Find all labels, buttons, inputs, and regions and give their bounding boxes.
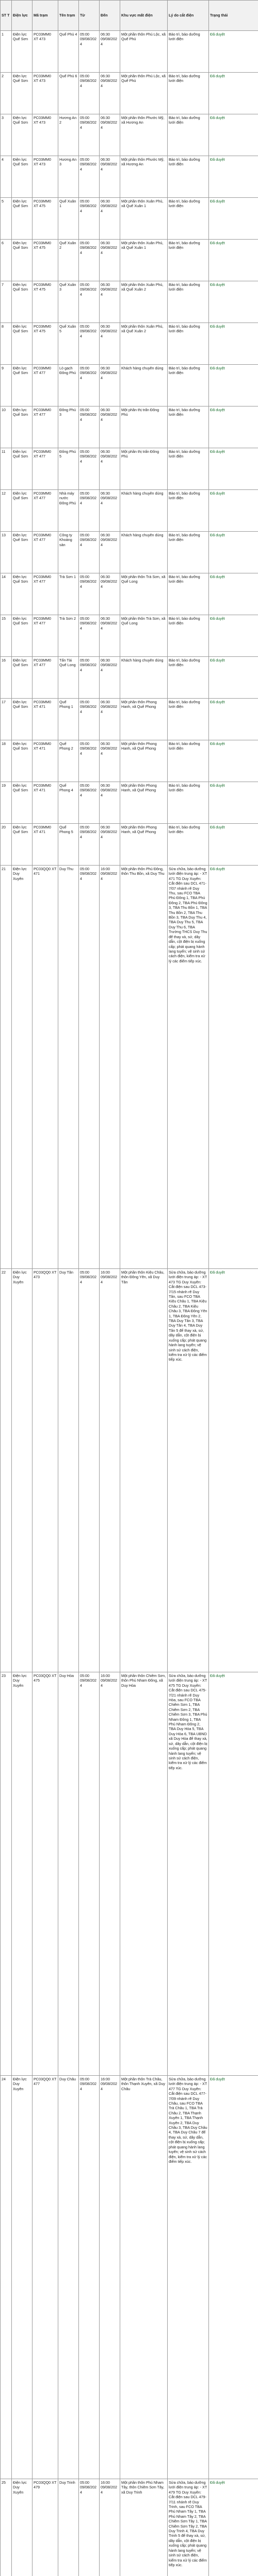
table-row xyxy=(1,2479,258,2576)
cell-tu: 05:00 09/08/2024 xyxy=(79,490,100,532)
cell-stt: 25 xyxy=(1,2479,12,2576)
cell-dien-luc: Điện lực Quế Sơn xyxy=(12,448,33,490)
cell-stt: 11 xyxy=(1,448,12,490)
table-row xyxy=(1,156,258,198)
table-row xyxy=(1,699,258,740)
cell-den: 06:30 09/08/2024 xyxy=(100,281,120,323)
cell-den: 06:30 09/08/2024 xyxy=(100,31,120,73)
header-ly-do: Lý do cắt điện xyxy=(168,1,209,31)
cell-trang-thai: Đã duyệt xyxy=(209,573,258,615)
cell-ten-tram: Quế Phong 1 xyxy=(58,699,79,740)
cell-den: 06:30 09/08/2024 xyxy=(100,740,120,782)
cell-ten-tram: Duy Châu xyxy=(58,2076,79,2479)
cell-den: 06:30 09/08/2024 xyxy=(100,198,120,240)
cell-ten-tram: Trà Sơn 2 xyxy=(58,615,79,657)
cell-trang-thai: Đã duyệt xyxy=(209,114,258,156)
table-row xyxy=(1,866,258,1269)
cell-khu-vuc: Một phần thị trấn Đông Phú xyxy=(120,406,168,448)
table-row xyxy=(1,240,258,281)
cell-den: 06:30 09/08/2024 xyxy=(100,657,120,699)
cell-khu-vuc: Một phần thôn Phong Hanh, xã Quế Phong xyxy=(120,699,168,740)
cell-tu: 05:00 09/08/2024 xyxy=(79,31,100,73)
cell-ten-tram: Công ty Khoáng sản xyxy=(58,532,79,573)
cell-tu: 05:00 09/08/2024 xyxy=(79,114,100,156)
cell-ma-tram: PC03MM0 XT 477 xyxy=(33,448,58,490)
cell-ma-tram: PC03MM0 XT 473 xyxy=(33,156,58,198)
cell-ma-tram: PC03MM0 XT 475 xyxy=(33,281,58,323)
table-row xyxy=(1,31,258,73)
cell-ly-do: Bảo trì, bảo dưỡng lưới điện xyxy=(168,365,209,406)
cell-ma-tram: PC03QQ0 XT 479 xyxy=(33,2479,58,2576)
cell-ma-tram: PC03MM0 XT 473 xyxy=(33,114,58,156)
cell-ma-tram: PC03MM0 XT 477 xyxy=(33,406,58,448)
cell-trang-thai: Đã duyệt xyxy=(209,1672,258,2076)
cell-tu: 05:00 09/08/2024 xyxy=(79,240,100,281)
cell-den: 06:30 09/08/2024 xyxy=(100,406,120,448)
cell-dien-luc: Điện lực Quế Sơn xyxy=(12,406,33,448)
cell-ma-tram: PC03MM0 XT 475 xyxy=(33,323,58,365)
cell-dien-luc: Điện lực Duy Xuyên xyxy=(12,2479,33,2576)
cell-khu-vuc: Một phần thôn Phước Mỹ, xã Hương An xyxy=(120,114,168,156)
cell-dien-luc: Điện lực Duy Xuyên xyxy=(12,2076,33,2479)
cell-trang-thai: Đã duyệt xyxy=(209,490,258,532)
cell-ma-tram: PC03MM0 XT 471 xyxy=(33,824,58,866)
cell-tu: 05:00 09/08/2024 xyxy=(79,448,100,490)
header-tu: Từ xyxy=(79,1,100,31)
cell-trang-thai: Đã duyệt xyxy=(209,31,258,73)
cell-ly-do: Bảo trì, bảo dưỡng lưới điện xyxy=(168,156,209,198)
cell-khu-vuc: Một phần thôn Trà Sơn, xã Quế Long xyxy=(120,573,168,615)
cell-khu-vuc: Một phần thôn Xuân Phú, xã Quế Xuân 1 xyxy=(120,198,168,240)
cell-ly-do: Sửa chữa, bảo dưỡng lưới điện trung áp: - XT 475 TG Duy Xuyên: Cắt điện sau DCL 475-7/21 nhánh rẽ Duy Hòa, sau FCO TBA Chiêm Sơn 1, TBA Chiêm Sơn 2, TBA Chiêm Sơn 3, TBA Phú Nham Đông 1, TBA Phú Nham Đông 2, TBA Duy Hòa 5, TBA Duy Hòa 6, TBA UBND xã Duy Hòa để thay xà, sứ, dây dẫn, cột điện bị xuống cấp; phát quang hành lang tuyến; vệ sinh sứ cách điện, kiểm tra xử lý các điểm tiếp xúc. xyxy=(168,1672,209,2076)
cell-den: 16:00 09/08/2024 xyxy=(100,866,120,1269)
cell-khu-vuc: Một phần thôn Xuân Phú, xã Quế Xuân 2 xyxy=(120,281,168,323)
table-row xyxy=(1,615,258,657)
cell-tu: 05:00 09/08/2024 xyxy=(79,699,100,740)
cell-tu: 05:00 09/08/2024 xyxy=(79,866,100,1269)
cell-den: 06:30 09/08/2024 xyxy=(100,782,120,824)
cell-ten-tram: Duy Trinh xyxy=(58,2479,79,2576)
cell-trang-thai: Đã duyệt xyxy=(209,73,258,114)
cell-ly-do: Bảo trì, bảo dưỡng lưới điện xyxy=(168,323,209,365)
cell-ten-tram: Duy Tân xyxy=(58,1269,79,1672)
cell-ly-do: Bảo trì, bảo dưỡng lưới điện xyxy=(168,198,209,240)
cell-dien-luc: Điện lực Quế Sơn xyxy=(12,699,33,740)
table-header xyxy=(1,1,258,31)
cell-ma-tram: PC03QQ0 XT 477 xyxy=(33,2076,58,2479)
cell-trang-thai: Đã duyệt xyxy=(209,740,258,782)
cell-khu-vuc: Một phần thôn Phú Lộc, xã Quế Phú xyxy=(120,31,168,73)
cell-ly-do: Bảo trì, bảo dưỡng lưới điện xyxy=(168,657,209,699)
cell-den: 16:00 09/08/2024 xyxy=(100,1672,120,2076)
cell-ly-do: Bảo trì, bảo dưỡng lưới điện xyxy=(168,490,209,532)
cell-ten-tram: Hương An 3 xyxy=(58,156,79,198)
table-row xyxy=(1,365,258,406)
header-dien-luc: Điện lực xyxy=(12,1,33,31)
cell-ly-do: Bảo trì, bảo dưỡng lưới điện xyxy=(168,73,209,114)
cell-dien-luc: Điện lực Quế Sơn xyxy=(12,156,33,198)
cell-trang-thai: Đã duyệt xyxy=(209,2479,258,2576)
cell-ma-tram: PC03MM0 XT 477 xyxy=(33,573,58,615)
cell-khu-vuc: Một phần thôn Trà Sơn, xã Quế Long xyxy=(120,615,168,657)
cell-trang-thai: Đã duyệt xyxy=(209,1269,258,1672)
cell-den: 06:30 09/08/2024 xyxy=(100,156,120,198)
cell-ten-tram: Quế Phong 4 xyxy=(58,782,79,824)
cell-ly-do: Bảo trì, bảo dưỡng lưới điện xyxy=(168,532,209,573)
cell-dien-luc: Điện lực Quế Sơn xyxy=(12,532,33,573)
cell-trang-thai: Đã duyệt xyxy=(209,782,258,824)
cell-stt: 10 xyxy=(1,406,12,448)
cell-trang-thai: Đã duyệt xyxy=(209,532,258,573)
cell-trang-thai: Đã duyệt xyxy=(209,240,258,281)
cell-ten-tram: Tấn Tài Quế Long xyxy=(58,657,79,699)
cell-trang-thai: Đã duyệt xyxy=(209,198,258,240)
cell-dien-luc: Điện lực Quế Sơn xyxy=(12,657,33,699)
cell-ten-tram: Quế Phú 4 xyxy=(58,31,79,73)
cell-stt: 6 xyxy=(1,240,12,281)
cell-ma-tram: PC03MM0 XT 475 xyxy=(33,198,58,240)
cell-trang-thai: Đã duyệt xyxy=(209,657,258,699)
cell-ma-tram: PC03MM0 XT 471 xyxy=(33,699,58,740)
cell-khu-vuc: Một phần thôn Phong Hanh, xã Quế Phong xyxy=(120,782,168,824)
cell-ma-tram: PC03QQ0 XT 475 xyxy=(33,1672,58,2076)
cell-khu-vuc: Một phần thôn Phước Mỹ, xã Hương An xyxy=(120,156,168,198)
table-row xyxy=(1,740,258,782)
cell-khu-vuc: Một phần thôn Phong Hanh, xã Quế Phong xyxy=(120,824,168,866)
cell-dien-luc: Điện lực Quế Sơn xyxy=(12,281,33,323)
cell-tu: 05:00 09/08/2024 xyxy=(79,824,100,866)
cell-khu-vuc: Một phần thôn Kiệu Châu, thôn Đông Yên, xã Duy Tân xyxy=(120,1269,168,1672)
cell-den: 06:30 09/08/2024 xyxy=(100,490,120,532)
cell-trang-thai: Đã duyệt xyxy=(209,866,258,1269)
table-row xyxy=(1,2076,258,2479)
cell-tu: 05:00 09/08/2024 xyxy=(79,657,100,699)
table-row xyxy=(1,1269,258,1672)
cell-den: 16:00 09/08/2024 xyxy=(100,2076,120,2479)
cell-dien-luc: Điện lực Quế Sơn xyxy=(12,240,33,281)
cell-den: 06:30 09/08/2024 xyxy=(100,448,120,490)
cell-khu-vuc: Một phần thôn Phú Đông, thôn Thu Bồn, xã Duy Thu xyxy=(120,866,168,1269)
cell-ma-tram: PC03MM0 XT 471 xyxy=(33,740,58,782)
cell-tu: 05:00 09/08/2024 xyxy=(79,2479,100,2576)
table-row xyxy=(1,406,258,448)
header-trang-thai: Trạng thái xyxy=(209,1,258,31)
cell-trang-thai: Đã duyệt xyxy=(209,2076,258,2479)
cell-dien-luc: Điện lực Quế Sơn xyxy=(12,323,33,365)
cell-ma-tram: PC03MM0 XT 477 xyxy=(33,490,58,532)
cell-stt: 5 xyxy=(1,198,12,240)
cell-ly-do: Bảo trì, bảo dưỡng lưới điện xyxy=(168,240,209,281)
cell-trang-thai: Đã duyệt xyxy=(209,615,258,657)
cell-dien-luc: Điện lực Duy Xuyên xyxy=(12,1269,33,1672)
cell-stt: 16 xyxy=(1,657,12,699)
cell-stt: 7 xyxy=(1,281,12,323)
cell-ten-tram: Quế Xuân 3 xyxy=(58,281,79,323)
cell-dien-luc: Điện lực Quế Sơn xyxy=(12,198,33,240)
cell-tu: 05:00 09/08/2024 xyxy=(79,73,100,114)
cell-den: 06:30 09/08/2024 xyxy=(100,365,120,406)
table-row xyxy=(1,198,258,240)
cell-ly-do: Bảo trì, bảo dưỡng lưới điện xyxy=(168,824,209,866)
table-row xyxy=(1,114,258,156)
cell-ly-do: Bảo trì, bảo dưỡng lưới điện xyxy=(168,782,209,824)
cell-ly-do: Bảo trì, bảo dưỡng lưới điện xyxy=(168,114,209,156)
cell-trang-thai: Đã duyệt xyxy=(209,406,258,448)
cell-ten-tram: Quế Xuân 1 xyxy=(58,198,79,240)
cell-ten-tram: Duy Thu xyxy=(58,866,79,1269)
cell-ly-do: Sửa chữa, bảo dưỡng lưới điện trung áp: - XT 477 TG Duy Xuyên: Cắt điện sau DCL 477-7/09 nhánh rẽ Duy Châu, sau FCO TBA Trà Châu 1, TBA Trà Châu 2, TBA Thạnh Xuyên 1, TBA Thạnh Xuyên 2, TBA Duy Châu 3, TBA Duy Châu 4, TBA Duy Châu 7 để thay xà, sứ, dây dẫn, cột điện bị xuống cấp; phát quang hành lang tuyến; vệ sinh sứ cách điện, kiểm tra xử lý các điểm tiếp xúc. xyxy=(168,2076,209,2479)
cell-ma-tram: PC03MM0 XT 477 xyxy=(33,615,58,657)
cell-tu: 05:00 09/08/2024 xyxy=(79,532,100,573)
cell-ten-tram: Đông Phú 3 xyxy=(58,406,79,448)
cell-stt: 1 xyxy=(1,31,12,73)
cell-khu-vuc: Một phần thôn Xuân Phú, xã Quế Xuân 2 xyxy=(120,323,168,365)
header-ten-tram: Tên trạm xyxy=(58,1,79,31)
cell-stt: 18 xyxy=(1,740,12,782)
table-row xyxy=(1,448,258,490)
cell-trang-thai: Đã duyệt xyxy=(209,323,258,365)
cell-tu: 05:00 09/08/2024 xyxy=(79,615,100,657)
header-den: Đến xyxy=(100,1,120,31)
cell-khu-vuc: Một phần thôn Phú Lộc, xã Quế Phú xyxy=(120,73,168,114)
cell-den: 06:30 09/08/2024 xyxy=(100,73,120,114)
table-row xyxy=(1,281,258,323)
cell-khu-vuc: Khách hàng chuyên dùng xyxy=(120,657,168,699)
cell-ly-do: Bảo trì, bảo dưỡng lưới điện xyxy=(168,699,209,740)
cell-ten-tram: Lò gạch Đông Phú xyxy=(58,365,79,406)
cell-den: 06:30 09/08/2024 xyxy=(100,240,120,281)
cell-ma-tram: PC03MM0 XT 473 xyxy=(33,31,58,73)
table-row xyxy=(1,490,258,532)
cell-dien-luc: Điện lực Quế Sơn xyxy=(12,615,33,657)
cell-ten-tram: Duy Hòa xyxy=(58,1672,79,2076)
cell-dien-luc: Điện lực Duy Xuyên xyxy=(12,866,33,1269)
cell-khu-vuc: Một phần thôn Xuân Phú, xã Quế Xuân 1 xyxy=(120,240,168,281)
cell-dien-luc: Điện lực Quế Sơn xyxy=(12,31,33,73)
cell-stt: 13 xyxy=(1,532,12,573)
cell-den: 06:30 09/08/2024 xyxy=(100,573,120,615)
cell-khu-vuc: Khách hàng chuyên dùng xyxy=(120,365,168,406)
cell-tu: 05:00 09/08/2024 xyxy=(79,156,100,198)
cell-stt: 14 xyxy=(1,573,12,615)
cell-dien-luc: Điện lực Quế Sơn xyxy=(12,740,33,782)
cell-ly-do: Bảo trì, bảo dưỡng lưới điện xyxy=(168,573,209,615)
cell-tu: 05:00 09/08/2024 xyxy=(79,198,100,240)
cell-stt: 12 xyxy=(1,490,12,532)
cell-tu: 05:00 09/08/2024 xyxy=(79,365,100,406)
cell-den: 06:30 09/08/2024 xyxy=(100,532,120,573)
cell-ten-tram: Quế Xuân 5 xyxy=(58,323,79,365)
cell-ly-do: Bảo trì, bảo dưỡng lưới điện xyxy=(168,31,209,73)
cell-tu: 05:00 09/08/2024 xyxy=(79,406,100,448)
header-khu-vuc: Khu vực mất điện xyxy=(120,1,168,31)
cell-ten-tram: Quế Xuân 2 xyxy=(58,240,79,281)
cell-dien-luc: Điện lực Duy Xuyên xyxy=(12,1672,33,2076)
cell-tu: 05:00 09/08/2024 xyxy=(79,281,100,323)
cell-trang-thai: Đã duyệt xyxy=(209,365,258,406)
cell-khu-vuc: Một phần thôn Trà Châu, thôn Thạnh Xuyên, xã Duy Châu xyxy=(120,2076,168,2479)
table-row xyxy=(1,782,258,824)
table-row xyxy=(1,73,258,114)
cell-den: 06:30 09/08/2024 xyxy=(100,824,120,866)
cell-den: 06:30 09/08/2024 xyxy=(100,114,120,156)
table-row xyxy=(1,573,258,615)
cell-den: 16:00 09/08/2024 xyxy=(100,2479,120,2576)
cell-dien-luc: Điện lực Quế Sơn xyxy=(12,490,33,532)
cell-ly-do: Sửa chữa, bảo dưỡng lưới điện trung áp: - XT 473 TG Duy Xuyên: Cắt điện sau DCL 473-7/15 nhánh rẽ Duy Tân, sau FCO TBA Kiệu Châu 1, TBA Kiệu Châu 2, TBA Kiệu Châu 3, TBA Đông Yên 1, TBA Đông Yên 2, TBA Duy Tân 3, TBA Duy Tân 4, TBA Duy Tân 5 để thay xà, sứ, dây dẫn, cột điện bị xuống cấp; phát quang hành lang tuyến; vệ sinh sứ cách điện, kiểm tra xử lý các điểm tiếp xúc. xyxy=(168,1269,209,1672)
cell-ten-tram: Hương An 2 xyxy=(58,114,79,156)
table-row xyxy=(1,1672,258,2076)
cell-ten-tram: Đông Phú 5 xyxy=(58,448,79,490)
cell-stt: 15 xyxy=(1,615,12,657)
header-ma-tram: Mã trạm xyxy=(33,1,58,31)
cell-ten-tram: Quế Phong 2 xyxy=(58,740,79,782)
cell-tu: 05:00 09/08/2024 xyxy=(79,573,100,615)
cell-stt: 9 xyxy=(1,365,12,406)
cell-dien-luc: Điện lực Quế Sơn xyxy=(12,573,33,615)
cell-ten-tram: Quế Phong 5 xyxy=(58,824,79,866)
cell-stt: 22 xyxy=(1,1269,12,1672)
cell-ly-do: Sửa chữa, bảo dưỡng lưới điện trung áp: - XT 479 TG Duy Xuyên: Cắt điện sau DCL 479-7/11 nhánh rẽ Duy Trinh, sau FCO TBA Phú Nham Tây 1, TBA Phú Nham Tây 2, TBA Chiêm Sơn Tây 1, TBA Chiêm Sơn Tây 2, TBA Duy Trinh 4, TBA Duy Trinh 5 để thay xà, sứ, dây dẫn, cột điện bị xuống cấp; phát quang hành lang tuyến; vệ sinh sứ cách điện, kiểm tra xử lý các điểm tiếp xúc. xyxy=(168,2479,209,2576)
cell-khu-vuc: Khách hàng chuyên dùng xyxy=(120,490,168,532)
cell-stt: 3 xyxy=(1,114,12,156)
cell-ma-tram: PC03QQ0 XT 473 xyxy=(33,1269,58,1672)
cell-tu: 05:00 09/08/2024 xyxy=(79,2076,100,2479)
cell-ten-tram: Trà Sơn 1 xyxy=(58,573,79,615)
cell-trang-thai: Đã duyệt xyxy=(209,699,258,740)
table-row xyxy=(1,657,258,699)
cell-ma-tram: PC03QQ0 XT 471 xyxy=(33,866,58,1269)
table-body xyxy=(1,31,258,2576)
cell-stt: 8 xyxy=(1,323,12,365)
cell-dien-luc: Điện lực Quế Sơn xyxy=(12,824,33,866)
cell-dien-luc: Điện lực Quế Sơn xyxy=(12,114,33,156)
cell-trang-thai: Đã duyệt xyxy=(209,156,258,198)
cell-khu-vuc: Một phần thôn Chiêm Sơn, thôn Phú Nham Đông, xã Duy Hòa xyxy=(120,1672,168,2076)
cell-ly-do: Bảo trì, bảo dưỡng lưới điện xyxy=(168,281,209,323)
cell-trang-thai: Đã duyệt xyxy=(209,281,258,323)
cell-stt: 19 xyxy=(1,782,12,824)
cell-tu: 05:00 09/08/2024 xyxy=(79,740,100,782)
cell-khu-vuc: Một phần thôn Phú Nham Tây, thôn Chiêm Sơn Tây, xã Duy Trinh xyxy=(120,2479,168,2576)
cell-ly-do: Sửa chữa, bảo dưỡng lưới điện trung áp: - XT 471 TG Duy Xuyên: Cắt điện sau DCL 471-7/07 nhánh rẽ Duy Thu, sau FCO TBA Phú Đông 1, TBA Phú Đông 2, TBA Phú Đông 3, TBA Thu Bồn 1, TBA Thu Bồn 2, TBA Thu Bồn 3, TBA Duy Thu 4, TBA Duy Thu 5, TBA Duy Thu 6, TBA Trường THCS Duy Thu để thay xà, sứ, dây dẫn, cột điện bị xuống cấp; phát quang hành lang tuyến; vệ sinh sứ cách điện, kiểm tra xử lý các điểm tiếp xúc. xyxy=(168,866,209,1269)
table-row xyxy=(1,323,258,365)
cell-ly-do: Bảo trì, bảo dưỡng lưới điện xyxy=(168,448,209,490)
table-row xyxy=(1,824,258,866)
cell-stt: 20 xyxy=(1,824,12,866)
cell-den: 16:00 09/08/2024 xyxy=(100,1269,120,1672)
cell-den: 06:30 09/08/2024 xyxy=(100,615,120,657)
cell-ma-tram: PC03MM0 XT 477 xyxy=(33,365,58,406)
cell-ma-tram: PC03MM0 XT 473 xyxy=(33,73,58,114)
cell-dien-luc: Điện lực Quế Sơn xyxy=(12,365,33,406)
cell-stt: 21 xyxy=(1,866,12,1269)
cell-ma-tram: PC03MM0 XT 477 xyxy=(33,532,58,573)
header-stt: ST T xyxy=(1,1,12,31)
cell-ly-do: Bảo trì, bảo dưỡng lưới điện xyxy=(168,740,209,782)
cell-den: 06:30 09/08/2024 xyxy=(100,699,120,740)
cell-dien-luc: Điện lực Quế Sơn xyxy=(12,73,33,114)
cell-stt: 23 xyxy=(1,1672,12,2076)
cell-ma-tram: PC03MM0 XT 477 xyxy=(33,657,58,699)
cell-trang-thai: Đã duyệt xyxy=(209,824,258,866)
table-row xyxy=(1,532,258,573)
cell-dien-luc: Điện lực Quế Sơn xyxy=(12,782,33,824)
cell-tu: 05:00 09/08/2024 xyxy=(79,1672,100,2076)
cell-stt: 4 xyxy=(1,156,12,198)
cell-ly-do: Bảo trì, bảo dưỡng lưới điện xyxy=(168,615,209,657)
cell-khu-vuc: Một phần thị trấn Đông Phú xyxy=(120,448,168,490)
cell-khu-vuc: Khách hàng chuyên dùng xyxy=(120,532,168,573)
cell-ten-tram: Nhà máy nước Đông Phú xyxy=(58,490,79,532)
cell-stt: 24 xyxy=(1,2076,12,2479)
cell-stt: 17 xyxy=(1,699,12,740)
cell-den: 06:30 09/08/2024 xyxy=(100,323,120,365)
cell-stt: 2 xyxy=(1,73,12,114)
cell-ly-do: Bảo trì, bảo dưỡng lưới điện xyxy=(168,406,209,448)
cell-trang-thai: Đã duyệt xyxy=(209,448,258,490)
cell-khu-vuc: Một phần thôn Phong Hanh, xã Quế Phong xyxy=(120,740,168,782)
cell-ma-tram: PC03MM0 XT 475 xyxy=(33,240,58,281)
cell-ten-tram: Quế Phú 6 xyxy=(58,73,79,114)
cell-tu: 05:00 09/08/2024 xyxy=(79,323,100,365)
cell-tu: 05:00 09/08/2024 xyxy=(79,1269,100,1672)
cell-tu: 05:00 09/08/2024 xyxy=(79,782,100,824)
cell-ma-tram: PC03MM0 XT 471 xyxy=(33,782,58,824)
